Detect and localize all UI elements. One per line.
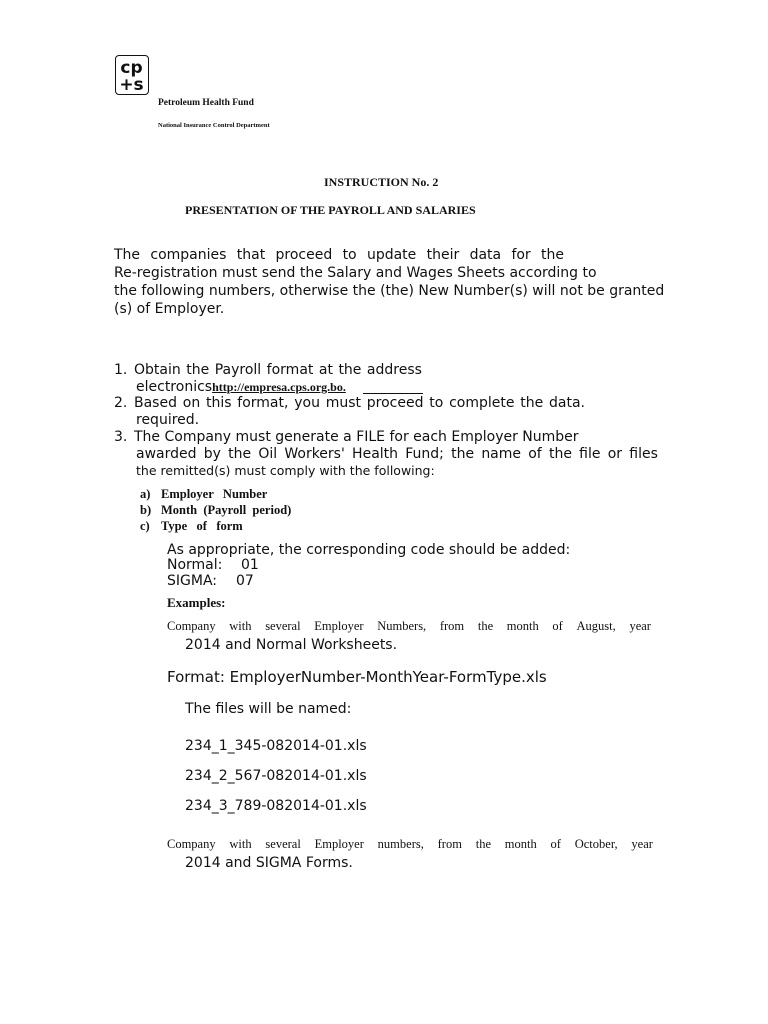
instruction-title: INSTRUCTION No. 2 [324, 175, 439, 189]
word: files [629, 446, 658, 462]
code-normal-label: Normal: [167, 557, 223, 573]
filename-format: Format: EmployerNumber-MonthYear-FormType.xls [167, 668, 547, 686]
word: Oil [258, 446, 278, 462]
example-1-line-2: 2014 and Normal Worksheets. [185, 637, 398, 653]
word: the [477, 619, 494, 633]
code-sigma-value: 07 [236, 573, 254, 589]
files-intro: The files will be named: [185, 701, 352, 717]
example-1-line-1 [167, 619, 651, 634]
word: awarded [136, 446, 197, 462]
sub-item-month [140, 503, 291, 518]
word: October, [574, 837, 618, 851]
word: update [366, 247, 417, 263]
word: numbers, [377, 837, 424, 851]
word: the [520, 395, 544, 411]
codes-intro: As appropriate, the corresponding code should be added: [167, 542, 571, 558]
word: the [548, 446, 572, 462]
code-sigma-label: SIGMA: [167, 573, 217, 589]
word: Workers' [284, 446, 345, 462]
word: the [228, 446, 252, 462]
org-department: National Insurance Control Department [158, 122, 270, 129]
word: with [229, 619, 252, 633]
sub-item-type-of-form [140, 519, 243, 534]
sub-item-text: Month (Payroll period) [161, 503, 292, 517]
word: year [631, 837, 653, 851]
sub-item-employer-number [140, 487, 267, 502]
step-3-number: 3. [114, 429, 128, 445]
word: Fund; [405, 446, 444, 462]
sub-item-label: a) [140, 487, 151, 501]
step-3-line-1: The Company must generate a FILE for each Employer Number [134, 429, 579, 445]
word: proceed [275, 247, 333, 263]
word: their [426, 247, 460, 263]
word: with [229, 837, 252, 851]
word: complete [449, 395, 515, 411]
logo-text-bottom: +s [119, 75, 144, 93]
word: by [203, 446, 221, 462]
file-name: 234_3_789-082014-01.xls [185, 798, 367, 814]
word: from [439, 619, 465, 633]
step-1-line-1 [134, 361, 422, 379]
example-2-line-2: 2014 and SIGMA Forms. [185, 855, 353, 871]
word: the [338, 362, 362, 378]
cps-logo [115, 55, 149, 95]
code-normal-value: 01 [241, 557, 259, 573]
step-2-number: 2. [114, 395, 128, 411]
word: of [552, 619, 563, 633]
word: month [506, 619, 539, 633]
word: format [266, 362, 314, 378]
word: on [182, 395, 201, 411]
sub-item-text: Employer Number [161, 487, 268, 501]
org-name: Petroleum Health Fund [158, 98, 254, 108]
step-3-line-2 [136, 445, 658, 463]
word: Obtain [134, 362, 181, 378]
word: data. [549, 395, 585, 411]
word: companies [150, 247, 227, 263]
word: Company [167, 837, 216, 851]
word: from [437, 837, 462, 851]
word: name [481, 446, 522, 462]
word: year [629, 619, 651, 633]
step-1-number: 1. [114, 362, 128, 378]
word: Numbers, [377, 619, 427, 633]
word: Employer [314, 837, 364, 851]
word: the [475, 837, 492, 851]
word: Employer [314, 619, 364, 633]
intro-line-1 [114, 246, 564, 264]
word: the [451, 446, 475, 462]
word: August, [576, 619, 616, 633]
word: month [504, 837, 537, 851]
file-name: 234_2_567-082014-01.xls [185, 768, 367, 784]
word: several [265, 837, 301, 851]
step-3-line-3: the remitted(s) must comply with the following: [136, 463, 435, 478]
intro-line-2: Re-registration must send the Salary and Wages Sheets according to [114, 265, 597, 281]
word: Based [134, 395, 177, 411]
empresa-link[interactable]: http://empresa.cps.org.bo. [212, 380, 346, 394]
word: Payroll [214, 362, 262, 378]
word: or [607, 446, 623, 462]
word: of [550, 837, 561, 851]
word: The [114, 247, 141, 263]
word: several [265, 619, 301, 633]
word: to [342, 247, 357, 263]
sub-item-text: Type of form [161, 519, 243, 533]
sub-item-label: c) [140, 519, 150, 533]
word: data [469, 247, 502, 263]
intro-line-4: (s) of Employer. [114, 301, 225, 317]
sub-item-label: b) [140, 503, 152, 517]
subject-title: PRESENTATION OF THE PAYROLL AND SALARIES [185, 203, 476, 217]
word: of [528, 446, 542, 462]
word: the [186, 362, 210, 378]
word: this [205, 395, 232, 411]
step-1-prefix: electronics [136, 379, 213, 395]
examples-heading: Examples: [167, 595, 226, 610]
example-2-line-1 [167, 837, 653, 852]
word: to [429, 395, 444, 411]
file-name: 234_1_345-082014-01.xls [185, 738, 367, 754]
step-2-line-2: required. [136, 412, 200, 428]
word: format, [237, 395, 289, 411]
step-2-line-1 [134, 394, 585, 412]
word: Company [167, 619, 216, 633]
word: proceed [366, 395, 424, 411]
logo-text-top: cp [120, 58, 143, 78]
word: that [236, 247, 266, 263]
word: for [511, 247, 531, 263]
word: address [366, 362, 422, 378]
word: the [541, 247, 564, 263]
word: Health [352, 446, 399, 462]
intro-line-3: the following numbers, otherwise the (the) New Number(s) will not be granted [114, 283, 665, 299]
word: you [294, 395, 320, 411]
word: at [318, 362, 333, 378]
word: file [579, 446, 601, 462]
word: must [325, 395, 362, 411]
